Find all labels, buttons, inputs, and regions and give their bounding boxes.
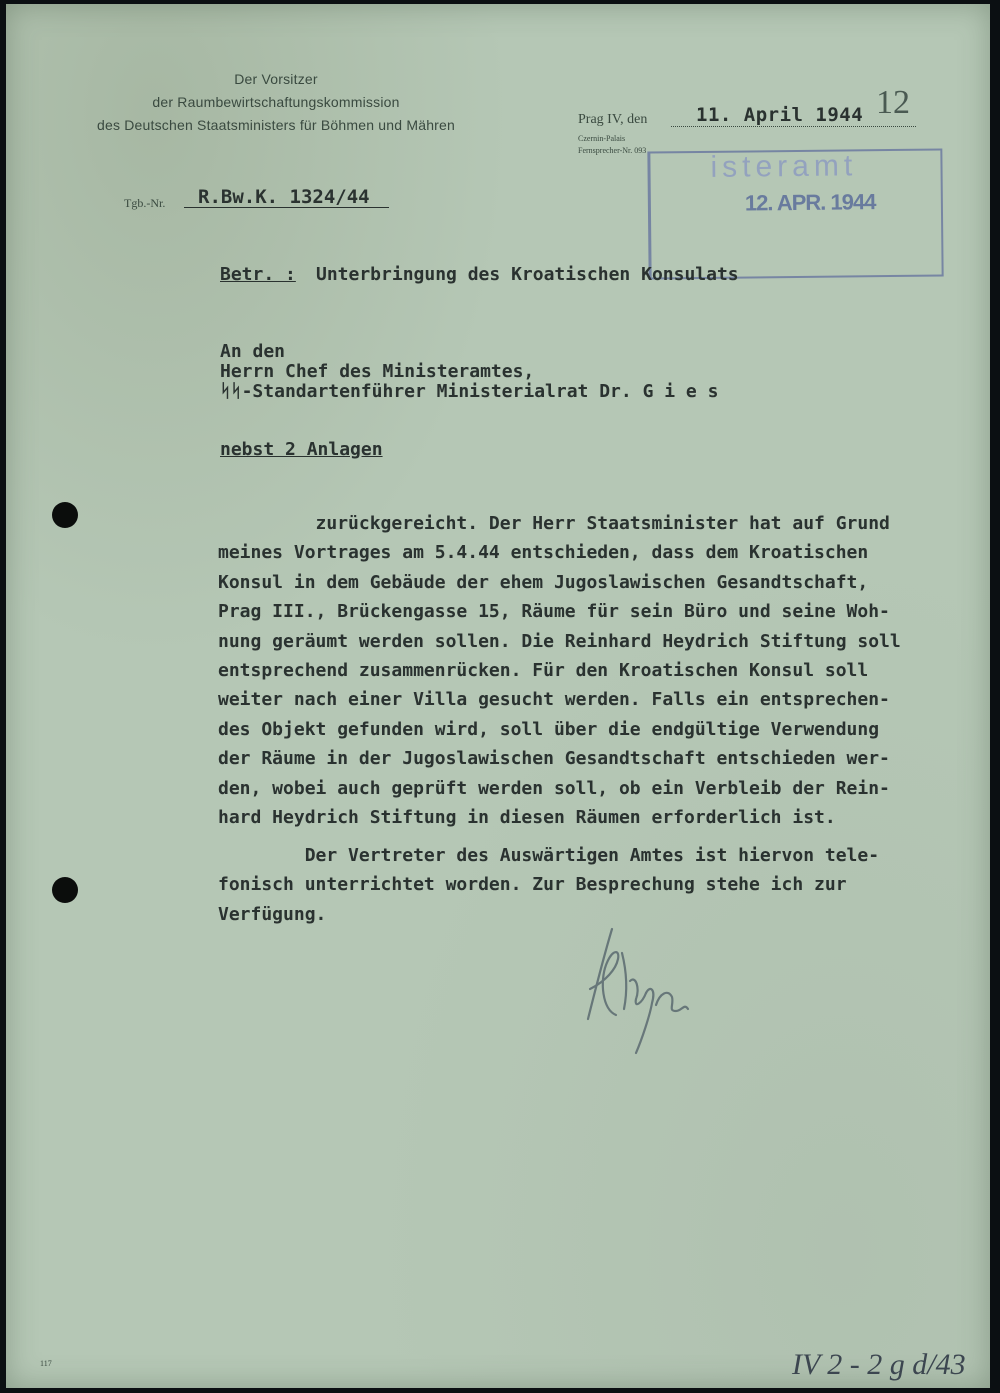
reference-label: Tgb.-Nr. (124, 196, 166, 210)
body-paragraph-1: zurückgereicht. Der Herr Staatsminister hat auf Grund meines Vortrages am 5.4.44 entschieden, dass dem Kroatischen Konsul in dem Gebäude der ehem Jugoslawischen Gesandtschaft, Prag III., Brückengasse 15, Räume für sein Büro und seine Woh- nung geräumt werden sollen. Die Reinhard Heydrich Stiftung soll entsprechend zusammenrücken. Für den Kroatischen Konsul soll weiter nach einer Villa gesucht werden. Falls ein entsprechen- des Objekt gefunden wird, soll über die endgültige Verwendung der Räume in der Jugoslawischen Gesandtschaft entschieden wer- den, wobei auch geprüft werden soll, ob ein Verbleib der Rein- hard Heydrich Stiftung in diesen Räumen erforderlich ist. (218, 513, 901, 829)
page-number: 12 (876, 84, 910, 121)
subject-label: Betr. : (220, 264, 296, 285)
letterhead-line-3: des Deutschen Staatsministers für Böhmen und Mähren (96, 117, 456, 133)
received-stamp (647, 148, 943, 279)
recipient-line-2: Herrn Chef des Ministeramtes, (220, 361, 535, 382)
enclosure-note: nebst 2 Anlagen (220, 439, 383, 460)
place-label: Prag IV, den (578, 112, 648, 127)
subject-text: Unterbringung des Kroatischen Konsulats (316, 264, 739, 285)
archive-mark-text: IV 2 - 2 g d/43 (792, 1348, 966, 1381)
recipient-block (220, 342, 718, 402)
recipient-line-1: An den (220, 341, 286, 362)
reference-number: R.Bw.K. 1324/44 (198, 186, 370, 208)
footer-number: 117 (40, 1359, 52, 1368)
recipient-line-3: ᛋᛋ-Standartenführer Ministerialrat Dr. G i e s (220, 381, 719, 402)
punch-hole-upper (52, 502, 78, 528)
letter-date: 11. April 1944 (696, 104, 864, 126)
stamp-date: 12. APR. 1944 (744, 189, 876, 216)
handwritten-signature (576, 919, 706, 1059)
date-underline (671, 126, 916, 127)
address-small-line-1: Czernin-Palais (578, 134, 626, 143)
body-paragraph-2: Der Vertreter des Auswärtigen Amtes ist hiervon tele- fonisch unterrichtet worden. Zur Besprechung stehe ich zur Verfügung. (218, 845, 880, 925)
stamp-text: isteramt (710, 149, 858, 184)
document-page (6, 4, 990, 1388)
punch-hole-lower (52, 877, 78, 903)
letterhead-line-2: der Raumbewirtschaftungskommission (152, 94, 400, 110)
address-small-line-2: Fernsprecher-Nr. 093 (578, 146, 647, 155)
letterhead-line-1: Der Vorsitzer (234, 71, 318, 87)
archive-mark (696, 1340, 986, 1390)
letterhead (66, 68, 486, 137)
